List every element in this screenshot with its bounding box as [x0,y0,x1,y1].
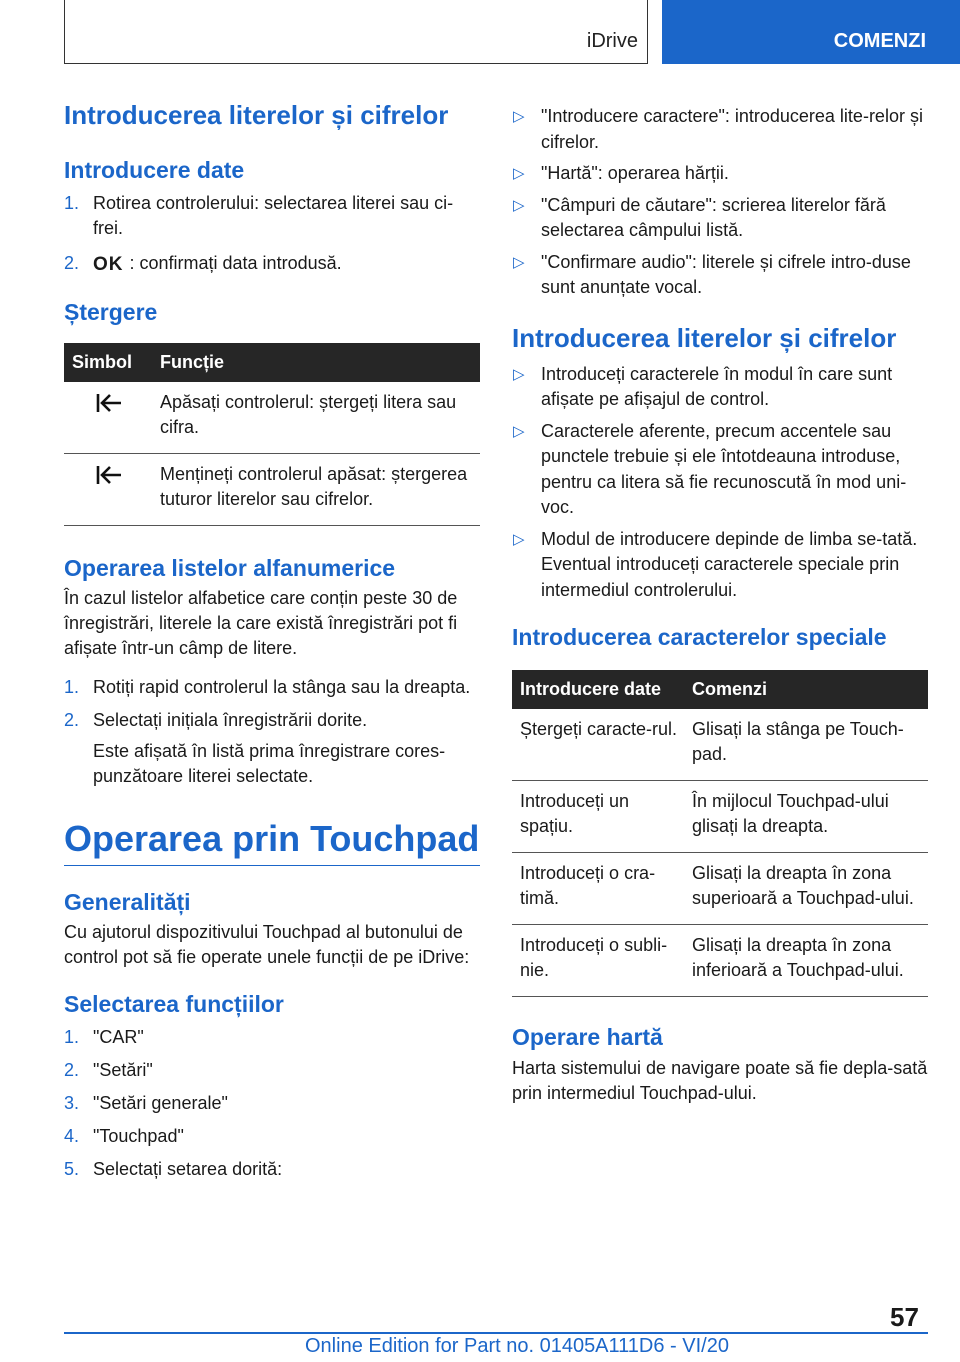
select-steps [64,1025,480,1182]
tip-text: Modul de introducere depinde de limba se-tată. Eventual introduceți caracterele speciale prin intermediul controlerului. [541,528,918,600]
general-paragraph: Cu ajutorul dispozitivului Touchpad al butonului de control pot să fie operate unele funcții de pe iDrive: [64,922,470,968]
table-header-row [64,343,480,382]
edition-note: Online Edition for Part no. 01405A111D6 - VI/20 [305,1335,729,1357]
map-paragraph: Harta sistemului de navigare poate să fie depla-sată prin intermediul Touchpad-ului. [512,1057,928,1103]
step-text: Rotiți rapid controlerul la stânga sau la dreapta. [93,677,471,698]
backspace-icon [93,464,125,486]
step-text: "CAR" [93,1027,144,1048]
list-item [64,1124,480,1149]
triangle-bullet-icon: ▷ [513,253,525,271]
step-number: 1. [64,677,80,698]
step-number: 5. [64,1159,80,1180]
column-header: Introducere date [512,670,684,709]
heading-introducerea-literelor: Introducerea literelor și cifrelor [64,100,449,130]
step-text: : confirmați data introdusă. [129,252,342,273]
list-item [64,1091,480,1116]
triangle-bullet-icon: ▷ [513,365,525,383]
triangle-bullet-icon: ▷ [513,422,525,440]
triangle-bullet-icon: ▷ [513,196,525,214]
option-text: "Câmpuri de căutare": scrierea literelor fără selectarea câmpului listă. [541,194,886,240]
table-cell: Glisați la stânga pe Touch-pad. [684,709,928,781]
footer-divider [64,1332,928,1334]
table-row [512,709,928,781]
table-cell: Glisați la dreapta în zona superioară a Touchpad-ului. [684,853,928,925]
lists-paragraph: În cazul listelor alfabetice care conțin peste 30 de înregistrări, literele la care există înregistrări pot fi afișate într-un câmp de litere. [64,588,458,659]
table-row [512,781,928,853]
step-text: "Setări" [93,1060,153,1081]
list-item [512,527,928,604]
heading-introducerea-literelor-2: Introducerea literelor și cifrelor [512,322,897,353]
step-number: 1. [64,192,80,213]
list-item [512,161,928,187]
step-note: Este afișată în listă prima înregistrare cores-punzătoare literei selectate. [93,741,446,787]
triangle-bullet-icon: ▷ [513,108,525,125]
right-column [512,104,928,1106]
list-item [512,419,928,521]
list-item [64,191,480,241]
table-row [64,453,480,525]
step-number: 4. [64,1126,80,1147]
table-row [512,925,928,997]
heading-caractere-speciale: Introducerea caracterelor speciale [512,624,887,651]
header-frame [64,0,648,64]
column-header: Comenzi [684,670,928,709]
table-cell: Introduceți o subli-nie. [512,925,684,997]
heading-generalitati: Generalități [64,888,191,915]
table-cell: Introduceți o cra-timă. [512,853,684,925]
triangle-bullet-icon: ▷ [513,165,525,182]
page-number: 57 [890,1302,919,1332]
table-cell: Introduceți un spațiu. [512,781,684,853]
heading-introducere-date: Introducere date [64,157,245,184]
input-tips-list [512,362,928,604]
triangle-bullet-icon: ▷ [513,530,525,548]
symbol-cell [64,453,152,525]
list-item [512,362,928,413]
list-item [512,250,928,301]
function-cell: Apăsați controlerul: ștergeți litera sau cifra. [152,382,480,454]
option-text: "Hartă": operarea hărții. [541,163,729,183]
heading-stergere: Ștergere [64,298,158,325]
heading-operarea-listelor: Operarea listelor alfanumerice [64,554,396,581]
step-number: 2. [64,252,80,273]
table-cell: În mijlocul Touchpad-ului glisați la dreapta. [684,781,928,853]
column-header: Funcție [152,343,480,382]
heading-selectarea-functiilor: Selectarea funcțiilor [64,991,284,1018]
list-item [64,1157,480,1182]
chapter-tab[interactable]: COMENZI [662,0,960,64]
table-cell: Glisați la dreapta în zona inferioară a Touchpad-ului. [684,925,928,997]
symbol-cell [64,382,152,454]
heading-operarea-prin-touchpad: Operarea prin Touchpad [64,817,480,865]
step-number: 2. [64,1060,80,1081]
lists-steps [64,675,480,789]
date-steps-list [64,191,480,277]
table-header-row [512,670,928,709]
list-item [512,104,928,155]
tip-text: Caracterele aferente, precum accentele sau punctele trebuie și ele întotdeauna introduse, pentru ca litera să fie recunoscută în mod uni-voc. [541,420,907,518]
ok-icon: OK [93,253,124,275]
list-item [64,675,480,700]
tip-text: Introduceți caracterele în modul în care sunt afișate pe afișajul de control. [541,363,893,410]
backspace-icon [93,392,125,414]
list-item [512,193,928,244]
list-item [64,1025,480,1050]
left-column [64,100,480,1190]
table-cell: Ștergeți caracte-rul. [512,709,684,781]
table-row [512,853,928,925]
list-item [64,251,480,277]
function-cell: Mențineți controlerul apăsat: ștergerea tuturor literelor sau cifrelor. [152,453,480,525]
step-number: 2. [64,710,80,731]
option-text: "Confirmare audio": literele și cifrele intro-duse sunt anunțate vocal. [541,251,911,297]
step-number: 3. [64,1093,80,1114]
touchpad-options-list [512,104,928,301]
option-text: "Introducere caractere": introducerea lite-relor și cifrelor. [541,106,923,152]
special-characters-table [512,670,928,997]
step-text: Selectați inițiala înregistrării dorite. [93,710,368,731]
step-text: "Touchpad" [93,1126,184,1147]
table-row [64,382,480,454]
list-item [64,1058,480,1083]
section-title: iDrive [586,30,638,52]
step-text: Rotirea controlerului: selectarea literei sau ci-frei. [93,192,454,238]
step-text: Selectați setarea dorită: [93,1159,283,1180]
column-header: Simbol [64,343,152,382]
list-item [64,708,480,789]
delete-symbols-table [64,343,480,526]
heading-operare-harta: Operare hartă [512,1024,663,1051]
step-number: 1. [64,1027,80,1048]
step-text: "Setări generale" [93,1093,228,1114]
